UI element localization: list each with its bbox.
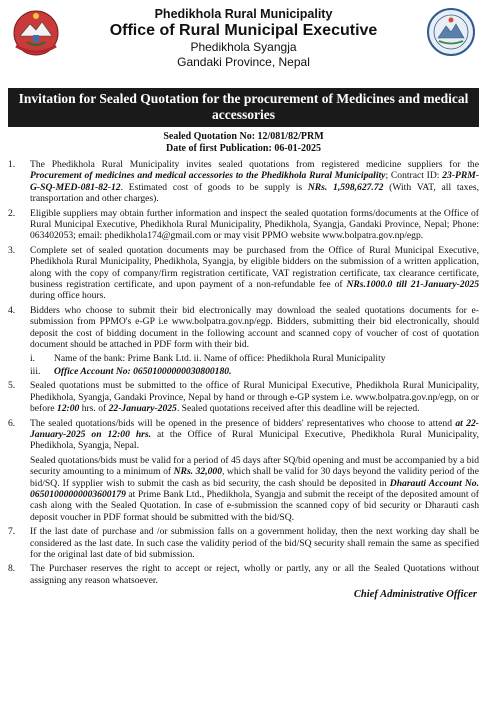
quotation-reference — [8, 131, 479, 154]
office-account: iii. Office Account No: 06501000000030800180. — [30, 365, 232, 377]
office-location: Phedikhola Syangja — [190, 40, 297, 54]
bid-validity-paragraph: Sealed quotations/bids must be valid for a period of 45 days after SQ/bid opening and must be accompanied by a bid security amounting to a minimum of NRs. 32,000, which shall be valid for 30 days beyond the validity period of the bid/SQ. If sypplier wish to submit the cash as bid security, the cash should be deposited in Dharauti Account No. 06501000000003600179 at Prime Bank Ltd., Phedikhola, Syangja and submit the receipt of the deposited amount of cash along with the Sealed Quotation. In case of e-submission the scanned copy of bid security or Dharauti cash deposit voucher in PDF format should be submitted with the bid/SQ. — [30, 454, 479, 523]
clause-5: 5. Sealed quotations must be submitted to the office of Rural Municipal Executive, Phedikhola Rural Municipality, Phedikhola, Syangja, Gandaki Province, Nepal by hand or through e-GP system i.e. www.bolpatra.gov.np/egp, on or before 12:00 hrs. of 22-January-2025. Sealed quotations received after this deadline will be rejected. — [8, 380, 479, 415]
municipality-name: Phedikhola Rural Municipality — [154, 7, 333, 21]
contract-id: 23-PRM-G-SQ-MED-081-82-12 — [30, 170, 480, 193]
office-name: Office of Rural Municipal Executive — [109, 22, 378, 39]
bid-security-amount: NRs. 32,000 — [173, 466, 222, 478]
clause-number: 2. — [8, 207, 16, 219]
document-fee: NRs.1000.0 till 21-January-2025 — [346, 279, 479, 291]
clause-3: 3. Complete set of sealed quotation documents may be purchased from the Office of Rural Municipal Executive, Phedikhola Rural Municipality, Phedikhola, Syangja, by eligible bidders on the submission of a written application, along with the copy of company/firm registration certificate, VAT registration certificate, tax clearance certificate, business registration certificate, and upon payment of a non-refundable fee of NRs.1000.0 till 21-January-2025 during office hours. — [8, 244, 479, 302]
bank-details: i. Name of the bank: Prime Bank Ltd. ii. Name of office: Phedikhola Rural Municipality — [30, 352, 386, 364]
clause-2: 2. Eligible suppliers may obtain further information and inspect the sealed quotation forms/documents at the Office of Rural Municipal Executive, Phedikhola Rural Municipality, Phedikhola, Syangja, Gandaki Province, Nepal; Phone: 063402053; email: phedikhola174@gmail.com or may visit PPMO website www.bolpatra.gov.np/egp. — [8, 207, 479, 242]
notice-header — [8, 6, 479, 86]
clause-number: 1. — [8, 159, 16, 170]
clause-8: 8. The Purchaser reserves the right to accept or reject, wholly or partly, any or all the Sealed Quotations without assigning any reason whatsoever. — [8, 563, 479, 586]
clause-number: 3. — [8, 244, 16, 256]
opening-datetime: at 22-January-2025 on 12:00 hrs. — [30, 417, 479, 440]
quotation-number: Sealed Quotation No: 12/081/82/PRM — [163, 131, 324, 142]
clause-number: 4. — [8, 304, 16, 316]
dharauti-account: Dharauti Account No. 06501000000003600179 — [30, 477, 479, 500]
nepal-emblem-icon — [10, 6, 62, 58]
clause-number: 8. — [8, 563, 16, 575]
clause-7: 7. If the last date of purchase and /or submission falls on a government holiday, then the next working day shall be considered as the last date. In such case the validity period of the bid/SQ security shall remain the same as specified for the original last date of bid submission. — [8, 526, 479, 560]
procurement-subject: Procurement of medicines and medical accessories to the Phedikhola Rural Municipality — [30, 170, 386, 182]
notice-clauses — [8, 159, 479, 586]
estimated-cost: NRs. 1,598,627.72 — [307, 181, 384, 193]
clause-number: 6. — [8, 417, 16, 429]
clause-4: 4. Bidders who choose to submit their bid electronically may download the sealed quotations documents for e-submission from PPMO's e-GP i.e www.bolpatra.gov.np/egp. Bidders, submitting their bid electronically, should deposit the cost of bidding document in the following account and scanned copy of voucher of cost of quotation document should be attached in PDF form with their bid. i. Name of the bank: Prime Bank Ltd. ii. Name of office: Phedikhola Rural Municipality iii. Office Account No: 06501000000030800180. — [8, 304, 479, 377]
clause-number: 7. — [8, 526, 16, 538]
notice-title: Invitation for Sealed Quotation for the procurement of Medicines and medical accessories — [18, 91, 469, 122]
clause-6: 6. The sealed quotations/bids will be opened in the presence of bidders' representatives who choose to attend at 22-January-2025 on 12:00 hrs. at the Office of Rural Municipal Executive, Phedikhola Rural Municipality, Phedikhola, Syangja, Nepal. Sealed quotations/bids must be valid for a period of 45 days after SQ/bid opening and must be accompanied by a bid security amounting to a minimum of NRs. 32,000, which shall be valid for 30 days beyond the validity period of the bid/SQ. If sypplier wish to submit the cash as bid security, the cash should be deposited in Dharauti Account No. 06501000000003600179 at Prime Bank Ltd., Phedikhola, Syangja and submit the receipt of the deposited amount of cash along with the Sealed Quotation. In case of e-submission the scanned copy of bid security or Dharauti cash deposit voucher in PDF format should be submitted with the bid/SQ. — [8, 417, 479, 523]
province-name: Gandaki Province, Nepal — [177, 55, 310, 69]
publication-date: Date of first Publication: 06-01-2025 — [166, 142, 321, 154]
municipality-seal-icon — [425, 6, 477, 58]
signatory-title: Chief Administrative Officer — [353, 589, 477, 601]
notice-title-banner — [8, 88, 479, 127]
submission-time: 12:00 — [56, 403, 80, 415]
submission-date: 22-January-2025 — [108, 403, 177, 415]
clause-1: 1. The Phedikhola Rural Municipality invites sealed quotations from registered medicine suppliers for the Procurement of medicines and medical accessories to the Phedikhola Rural Municipality; Contract ID: 23-PRM-G-SQ-MED-081-82-12. Estimated cost of goods to be supply is NRs. 1,598,627.72 (With VAT, all taxes, transportation and other charges). — [8, 159, 480, 205]
clause-number: 5. — [8, 380, 16, 392]
